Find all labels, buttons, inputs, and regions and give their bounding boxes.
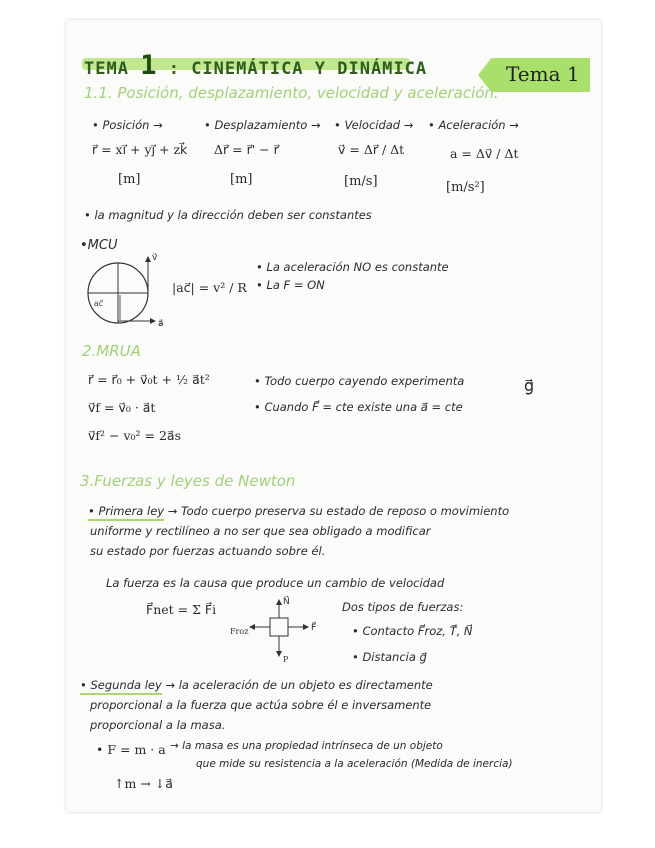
mcu-a-label: a⃗: [158, 319, 164, 329]
mcu-note-2: • La F = ON: [256, 278, 325, 292]
mass-relation: ↑m → ↓a⃗: [114, 776, 173, 791]
acceleration-unit: [m/s²]: [446, 180, 485, 195]
mass-text-1: → la masa es una propiedad intrínseca de un objeto: [170, 740, 443, 752]
section-1-1-heading: 1.1. Posición, desplazamiento, velocidad y aceleración:: [84, 84, 499, 102]
first-law-text-2: uniforme y rectilíneo a no ser que sea obligado a modificar: [90, 524, 431, 538]
first-law-title: • Primera ley: [88, 504, 164, 521]
position-label: • Posición →: [92, 118, 163, 132]
mrua-note-2: • Cuando F⃗ = cte existe una a⃗ = cte: [254, 400, 463, 414]
fbd-froz-label: Froz: [230, 627, 249, 636]
velocity-label: • Velocidad →: [334, 118, 414, 132]
mcu-label: •MCU: [80, 238, 118, 253]
position-unit: [m]: [118, 172, 141, 187]
newton-heading: 3.Fuerzas y leyes de Newton: [80, 472, 296, 490]
acceleration-formula: a = Δv⃗ / Δt: [450, 146, 519, 161]
distance-forces: • Distancia g⃗: [352, 650, 427, 664]
mrua-g-symbol: g⃗: [524, 376, 535, 395]
position-formula: r⃗ = xi⃗ + yj⃗ + zk⃗: [92, 142, 188, 157]
title-rest: : CINEMÁTICA Y DINÁMICA: [168, 59, 428, 79]
first-law-text-3: su estado por fuerzas actuando sobre él.: [90, 544, 326, 558]
displacement-label: • Desplazamiento →: [204, 118, 321, 132]
second-law-line-1: [80, 678, 433, 692]
second-law-text-1: → la aceleración de un objeto es directamente: [165, 678, 433, 692]
mrua-eq-2: v⃗f = v⃗₀ · a⃗t: [88, 400, 156, 415]
tema-tag-label: Tema 1: [506, 62, 580, 86]
mcu-formula: |ac⃗| = v² / R: [172, 280, 247, 295]
mrua-note-1: • Todo cuerpo cayendo experimenta: [254, 374, 465, 388]
contact-forces: • Contacto F⃗roz, T⃗, N⃗: [352, 624, 473, 638]
mass-text-2: que mide su resistencia a la aceleración (Medida de inercia): [196, 758, 513, 770]
second-law-title: • Segunda ley: [80, 678, 162, 695]
fbd-f-label: F⃗: [311, 623, 317, 633]
fnet-formula: F⃗net = Σ F⃗i: [146, 602, 217, 617]
fma-formula: • F = m · a: [96, 742, 166, 757]
displacement-formula: Δr⃗ = r⃗' − r⃗: [214, 142, 279, 157]
velocity-formula: v⃗ = Δr⃗ / Δt: [338, 142, 405, 157]
second-law-text-3: proporcional a la masa.: [90, 718, 226, 732]
page-title: [84, 50, 427, 81]
title-prefix: TEMA: [84, 59, 129, 79]
fbd-p-label: P: [283, 655, 289, 664]
mrua-heading: 2.MRUA: [82, 342, 141, 360]
second-law-text-2: proporcional a la fuerza que actúa sobre él e inversamente: [90, 698, 432, 712]
mcu-ac-label: ac⃗: [94, 299, 104, 308]
velocity-unit: [m/s]: [344, 174, 378, 189]
fbd-n-label: N⃗: [283, 597, 290, 607]
mcu-v-label: v⃗: [152, 253, 158, 263]
two-types-text: Dos tipos de fuerzas:: [342, 600, 464, 614]
force-cause-text: La fuerza es la causa que produce un cambio de velocidad: [106, 576, 445, 590]
notebook-page: [66, 20, 601, 812]
mcu-circle-diagram: [80, 248, 180, 332]
first-law-line-1: [88, 504, 509, 518]
title-number: 1: [140, 50, 158, 81]
magnitude-note: • la magnitud y la dirección deben ser constantes: [84, 208, 372, 222]
displacement-unit: [m]: [230, 172, 253, 187]
mcu-note-1: • La aceleración NO es constante: [256, 260, 449, 274]
first-law-text-1: → Todo cuerpo preserva su estado de reposo o movimiento: [167, 504, 510, 518]
mrua-eq-3: v⃗f² − v₀² = 2a⃗s: [88, 428, 181, 443]
free-body-diagram: [230, 596, 324, 666]
mrua-eq-1: r⃗ = r⃗₀ + v⃗₀t + ½ a⃗t²: [88, 372, 210, 387]
acceleration-label: • Aceleración →: [428, 118, 519, 132]
